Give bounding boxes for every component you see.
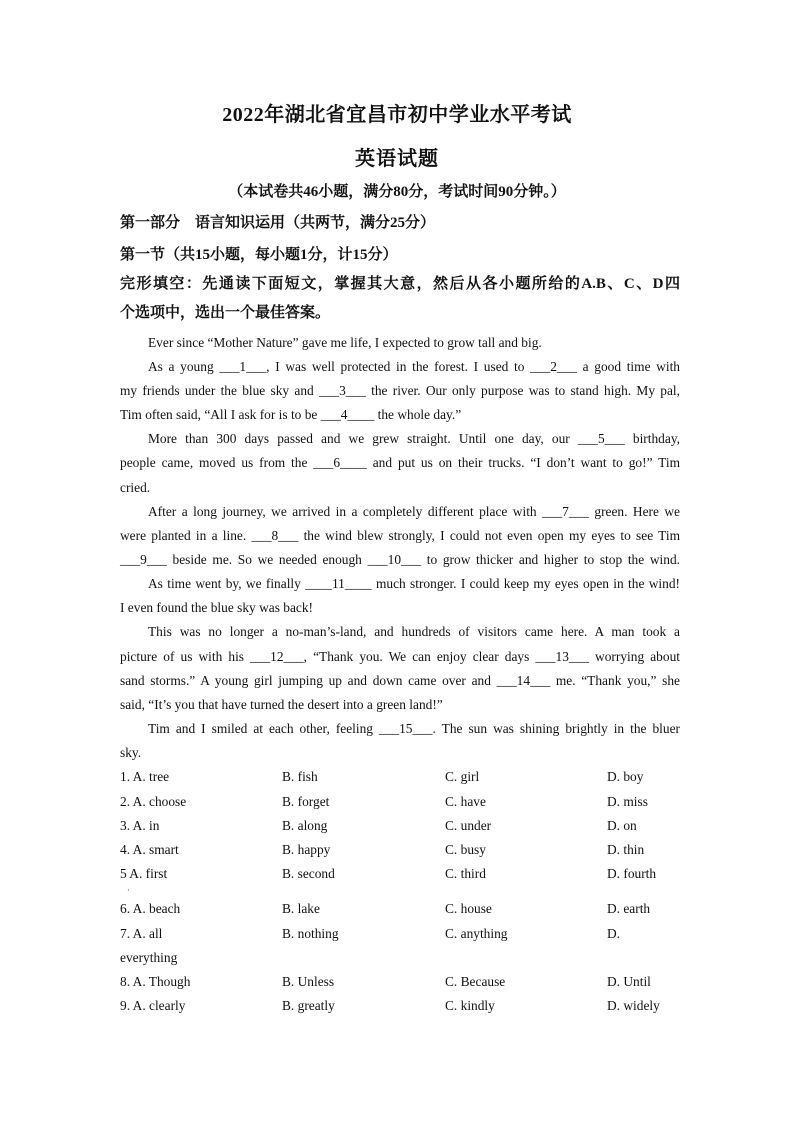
- option-b: B. along: [282, 818, 328, 833]
- passage-line: This was no longer a no-man’s-land, and hundreds of visitors came here. A man took a: [148, 624, 680, 639]
- option-b: B. happy: [282, 842, 331, 857]
- passage-line: cried.: [120, 480, 151, 495]
- option-c: C. under: [445, 818, 492, 833]
- instruction-line: 完形填空：先通读下面短文，掌握其大意，然后从各小题所给的A.B、C、D四: [120, 276, 680, 292]
- exam-title: 2022年湖北省宜昌市初中学业水平考试: [222, 104, 572, 126]
- option-c: C. kindly: [445, 998, 495, 1013]
- passage-line: my friends under the blue sky and ___3___ the river. Our only purpose was to stand high. My pal,: [120, 383, 680, 398]
- option-c: C. anything: [445, 926, 508, 941]
- option-a: 3. A. in: [120, 818, 160, 833]
- option-c: C. have: [445, 794, 486, 809]
- option-d: D. widely: [607, 998, 660, 1013]
- option-d: D. Until: [607, 974, 651, 989]
- option-b: B. lake: [282, 901, 320, 916]
- option-d-continuation: everything: [120, 950, 178, 965]
- stray-dot: ·: [127, 886, 130, 895]
- option-d: D. boy: [607, 769, 644, 784]
- option-d: D. fourth: [607, 866, 657, 881]
- passage-line: As a young ___1___, I was well protected in the forest. I used to ___2___ a good time with: [148, 359, 680, 374]
- passage-line: sky.: [120, 745, 142, 760]
- option-c: C. busy: [445, 842, 486, 857]
- option-c: C. house: [445, 901, 492, 916]
- option-c: C. third: [445, 866, 486, 881]
- option-d: D. earth: [607, 901, 651, 916]
- option-b: B. Unless: [282, 974, 335, 989]
- section-heading: 第一节（共15小题，每小题1分，计15分）: [120, 247, 398, 263]
- instructions: [120, 270, 680, 328]
- option-a: 9. A. clearly: [120, 998, 186, 1013]
- passage-line: were planted in a line. ___8___ the wind blew strongly, I could not even open my eyes to see Tim: [120, 528, 680, 543]
- option-a: 1. A. tree: [120, 769, 170, 784]
- option-a: 7. A. all: [120, 926, 163, 941]
- passage-line: people came, moved us from the ___6____ and put us on their trucks. “I don’t want to go!” Tim: [120, 455, 680, 470]
- passage-line: Tim often said, “All I ask for is to be ___4____ the whole day.”: [120, 407, 462, 422]
- passage-line: said, “It’s you that have turned the desert into a green land!”: [120, 697, 443, 712]
- part-heading: 第一部分 语言知识运用（共两节，满分25分）: [120, 215, 436, 231]
- option-b: B. greatly: [282, 998, 335, 1013]
- exam-subtitle: 英语试题: [355, 148, 439, 170]
- passage-line: Tim and I smiled at each other, feeling ___15___. The sun was shining brightly in the bluer: [148, 721, 680, 736]
- option-b: B. forget: [282, 794, 330, 809]
- option-c: C. Because: [445, 974, 506, 989]
- exam-note: （本试卷共46小题，满分80分，考试时间90分钟。）: [228, 184, 566, 200]
- option-b: B. second: [282, 866, 335, 881]
- option-b: B. fish: [282, 769, 318, 784]
- option-a: 6. A. beach: [120, 901, 181, 916]
- option-b: B. nothing: [282, 926, 339, 941]
- passage-line: More than 300 days passed and we grew straight. Until one day, our ___5___ birthday,: [148, 431, 680, 446]
- instruction-line: 个选项中，选出一个最佳答案。: [120, 305, 331, 321]
- passage-line: Ever since “Mother Nature” gave me life, I expected to grow tall and big.: [148, 335, 542, 350]
- option-a: 2. A. choose: [120, 794, 187, 809]
- passage-line: After a long journey, we arrived in a completely different place with ___7___ green. Here we: [148, 504, 680, 519]
- option-d: D. on: [607, 818, 637, 833]
- passage-line: I even found the blue sky was back!: [120, 600, 313, 615]
- option-d: D.: [607, 926, 621, 941]
- option-c: C. girl: [445, 769, 480, 784]
- option-d: D. miss: [607, 794, 648, 809]
- option-d: D. thin: [607, 842, 645, 857]
- option-a: 8. A. Though: [120, 974, 191, 989]
- passage-line: picture of us with his ___12___, “Thank you. We can enjoy clear days ___13___ worrying about: [120, 649, 680, 664]
- passage-line: ___9___ beside me. So we needed enough ___10___ to grow thicker and higher to stop the wind.: [120, 552, 680, 567]
- option-a: 4. A. smart: [120, 842, 179, 857]
- passage-line: sand storms.” A young girl jumping up and down came over and ___14___ me. “Thank you,” she: [120, 673, 680, 688]
- passage-line: As time went by, we finally ____11____ much stronger. I could keep my eyes open in the wind!: [148, 576, 680, 591]
- option-a: 5 A. first: [120, 866, 168, 881]
